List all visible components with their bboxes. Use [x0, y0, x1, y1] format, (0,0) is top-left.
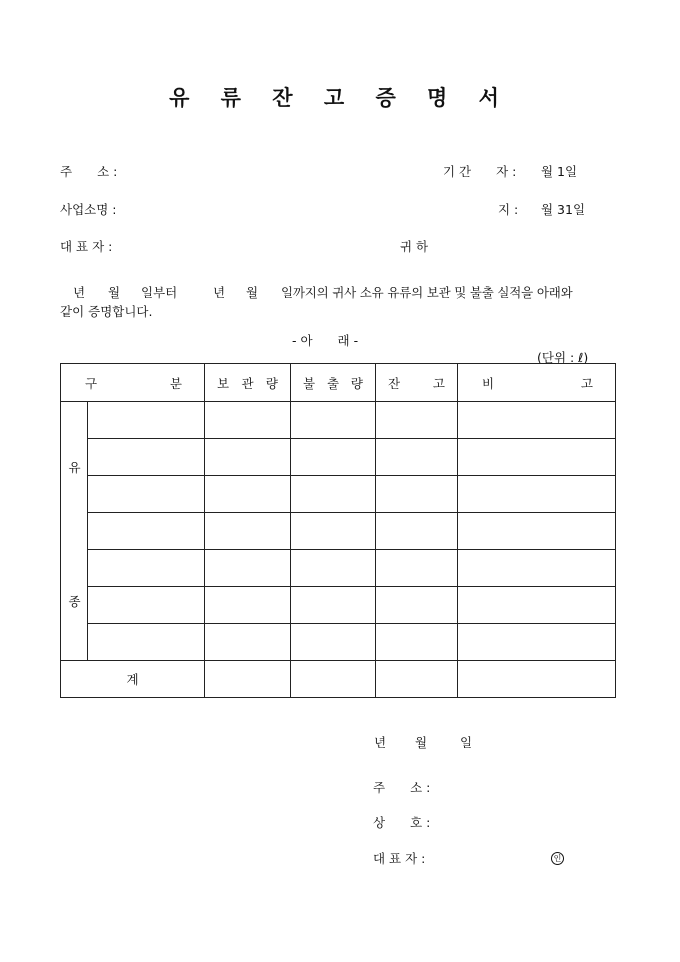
document-title: 유 류 잔 고 증 명 서	[169, 86, 511, 110]
balance-cell	[376, 587, 458, 624]
header-release: 불 출 량	[291, 364, 376, 402]
header-storage: 보 관 량	[205, 364, 291, 402]
remarks-cell	[458, 624, 616, 661]
release-cell	[291, 476, 376, 513]
body-until-text: 일까지의 귀사 소유 유류의 보관 및 불출 실적을 아래와	[281, 285, 573, 300]
storage-cell	[205, 513, 291, 550]
balance-cell	[376, 513, 458, 550]
storage-cell	[205, 550, 291, 587]
total-storage-cell	[205, 661, 291, 698]
oil-balance-table	[60, 363, 616, 698]
balance-cell	[376, 624, 458, 661]
recipient-honorific: 귀 하	[400, 239, 429, 254]
storage-cell	[205, 476, 291, 513]
storage-cell	[205, 402, 291, 439]
body-from: 일부터	[141, 285, 178, 300]
body-year-1: 년	[73, 285, 86, 300]
seal-icon: 인	[551, 852, 564, 865]
total-balance-cell	[376, 661, 458, 698]
remarks-cell	[458, 476, 616, 513]
item-cell	[88, 550, 205, 587]
seal-mark	[551, 849, 564, 865]
item-cell	[88, 624, 205, 661]
oil-type-group-cell	[61, 402, 88, 661]
footer-address-label: 주 소 :	[373, 780, 431, 795]
body-year-2: 년	[213, 285, 226, 300]
balance-cell	[376, 402, 458, 439]
release-cell	[291, 587, 376, 624]
group-label-second: 종	[68, 594, 81, 609]
item-cell	[88, 587, 205, 624]
header-category: 구 분	[61, 364, 205, 402]
balance-cell	[376, 550, 458, 587]
table-row	[61, 439, 616, 476]
table-row	[61, 513, 616, 550]
total-row	[61, 661, 616, 698]
unit-label: (단위 : ℓ)	[537, 350, 589, 365]
table-row	[61, 402, 616, 439]
remarks-cell	[458, 402, 616, 439]
release-cell	[291, 513, 376, 550]
period-to-label: 지 :	[498, 202, 519, 217]
body-month-2: 월	[246, 285, 259, 300]
total-release-cell	[291, 661, 376, 698]
storage-cell	[205, 439, 291, 476]
footer-rep-label: 대 표 자 :	[373, 851, 426, 866]
below-heading: - 아 래 -	[292, 333, 359, 348]
representative-label: 대 표 자 :	[60, 239, 113, 254]
period-start: 월 1일	[541, 164, 578, 179]
header-remarks: 비 고	[458, 364, 616, 402]
body-month-1: 월	[108, 285, 121, 300]
address-label: 주 소 :	[60, 164, 118, 179]
release-cell	[291, 402, 376, 439]
table-row	[61, 587, 616, 624]
business-name-label: 사업소명 :	[60, 202, 117, 217]
footer-year: 년	[374, 735, 387, 750]
release-cell	[291, 550, 376, 587]
footer-day: 일	[460, 735, 473, 750]
item-cell	[88, 476, 205, 513]
remarks-cell	[458, 439, 616, 476]
total-label: 계	[61, 661, 205, 698]
balance-cell	[376, 476, 458, 513]
table-row	[61, 476, 616, 513]
table-header-row	[61, 364, 616, 402]
storage-cell	[205, 587, 291, 624]
footer-month: 월	[415, 735, 428, 750]
table-row	[61, 624, 616, 661]
footer-company-label: 상 호 :	[373, 815, 431, 830]
item-cell	[88, 513, 205, 550]
release-cell	[291, 439, 376, 476]
remarks-cell	[458, 513, 616, 550]
header-balance: 잔 고	[376, 364, 458, 402]
item-cell	[88, 439, 205, 476]
group-label-first: 유	[68, 460, 81, 475]
release-cell	[291, 624, 376, 661]
body-line-2: 같이 증명합니다.	[60, 304, 153, 319]
table-row	[61, 550, 616, 587]
period-end: 월 31일	[541, 202, 586, 217]
balance-cell	[376, 439, 458, 476]
total-remarks-cell	[458, 661, 616, 698]
item-cell	[88, 402, 205, 439]
period-label: 기 간 자 :	[443, 164, 517, 179]
storage-cell	[205, 624, 291, 661]
remarks-cell	[458, 550, 616, 587]
remarks-cell	[458, 587, 616, 624]
